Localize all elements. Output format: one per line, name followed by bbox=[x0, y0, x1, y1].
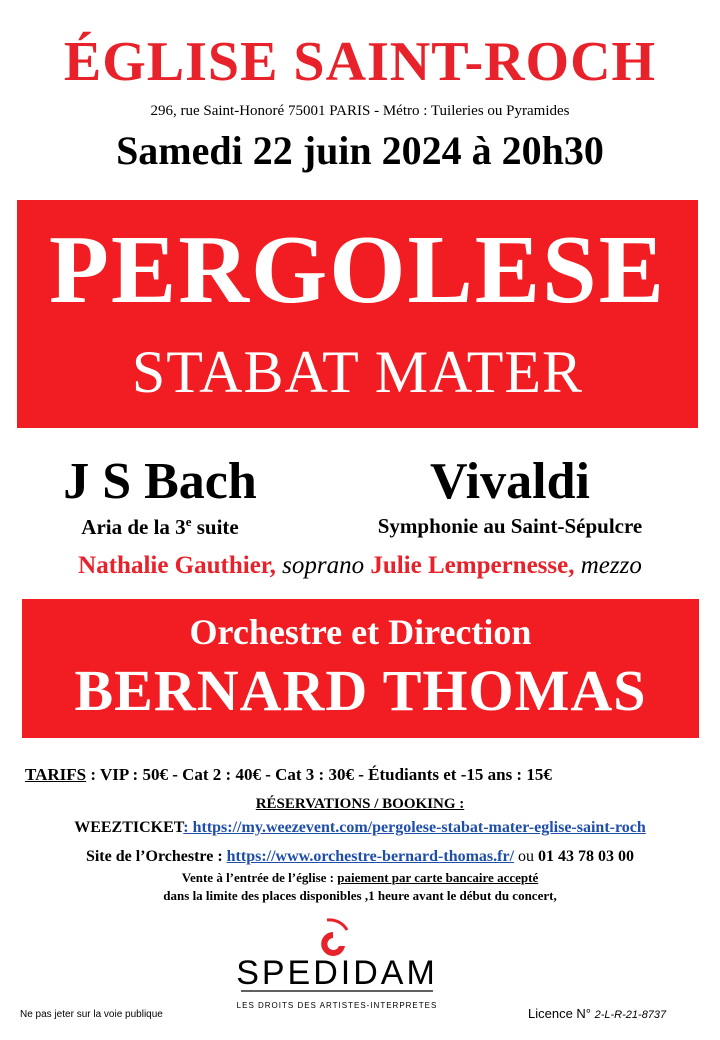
concert-date: Samedi 22 juin 2024 à 20h30 bbox=[116, 128, 604, 173]
main-composer: PERGOLESE bbox=[48, 216, 667, 324]
availability-note: dans la limite des places disponibles ,1 heure avant le début du concert, bbox=[163, 888, 557, 903]
tarifs-text: : VIP : 50€ - Cat 2 : 40€ - Cat 3 : 30€ - Étudiants et -15 ans : 15€ bbox=[86, 765, 552, 784]
soloist-name: Nathalie Gauthier, bbox=[78, 552, 276, 579]
main-work-title: STABAT MATER bbox=[131, 339, 584, 405]
licence-number: Licence N° 2-L-R-21-8737 bbox=[528, 1006, 667, 1021]
phone-number: 01 43 78 03 00 bbox=[538, 848, 635, 865]
tarifs-line bbox=[25, 765, 552, 785]
program-item-vivaldi bbox=[330, 452, 690, 539]
reservations-heading: RÉSERVATIONS / BOOKING : bbox=[255, 796, 465, 812]
venue-address: 296, rue Saint-Honoré 75001 PARIS - Métro : Tuileries ou Pyramides bbox=[150, 103, 570, 119]
conductor-name: BERNARD THOMAS bbox=[74, 658, 647, 723]
weezticket-line bbox=[0, 819, 720, 837]
orchestra-banner bbox=[22, 599, 699, 738]
soloist-role: soprano bbox=[282, 552, 365, 579]
spedidam-logo-mark bbox=[235, 918, 440, 1018]
venue-title: ÉGLISE SAINT-ROCH bbox=[63, 31, 657, 93]
composer-name: Vivaldi bbox=[430, 453, 590, 510]
soloists-line bbox=[0, 552, 720, 580]
svg-text:SPEDIDAM: SPEDIDAM bbox=[236, 954, 438, 992]
payment-note: paiement par carte bancaire accepté bbox=[337, 870, 539, 885]
orchestra-site-line: Site de l’Orchestre : https://www.orchestre-bernard-thomas.fr/ ou 01 43 78 03 00 bbox=[85, 848, 635, 865]
program-item-bach bbox=[20, 452, 300, 540]
weezticket-label: WEEZTICKET bbox=[74, 819, 184, 836]
spedidam-logo bbox=[235, 918, 440, 1018]
soloist-role: mezzo bbox=[580, 552, 642, 579]
door-sales-line: Vente à l’entrée de l’église : paiement par carte bancaire accepté bbox=[181, 870, 539, 885]
piece-title: Symphonie au Saint-Sépulcre bbox=[377, 514, 643, 538]
footer-note: Ne pas jeter sur la voie publique bbox=[20, 1009, 163, 1020]
soloist-name: Julie Lempernesse, bbox=[370, 552, 575, 579]
svg-text:LES DROITS DES ARTISTES-INTERP: LES DROITS DES ARTISTES-INTERPRETES bbox=[236, 1001, 438, 1010]
weezticket-link[interactable]: : https://my.weezevent.com/pergolese-stabat-mater-eglise-saint-roch bbox=[183, 819, 646, 836]
tarifs-label: TARIFS bbox=[25, 765, 87, 784]
site-label: Site de l’Orchestre : bbox=[85, 848, 223, 865]
piece-title: Aria de la 3e suite bbox=[81, 514, 239, 539]
orchestra-label: Orchestre et Direction bbox=[189, 612, 532, 652]
main-work-banner bbox=[17, 200, 698, 428]
composer-name: J S Bach bbox=[63, 453, 257, 510]
orchestra-site-link[interactable]: https://www.orchestre-bernard-thomas.fr/ bbox=[226, 848, 515, 865]
